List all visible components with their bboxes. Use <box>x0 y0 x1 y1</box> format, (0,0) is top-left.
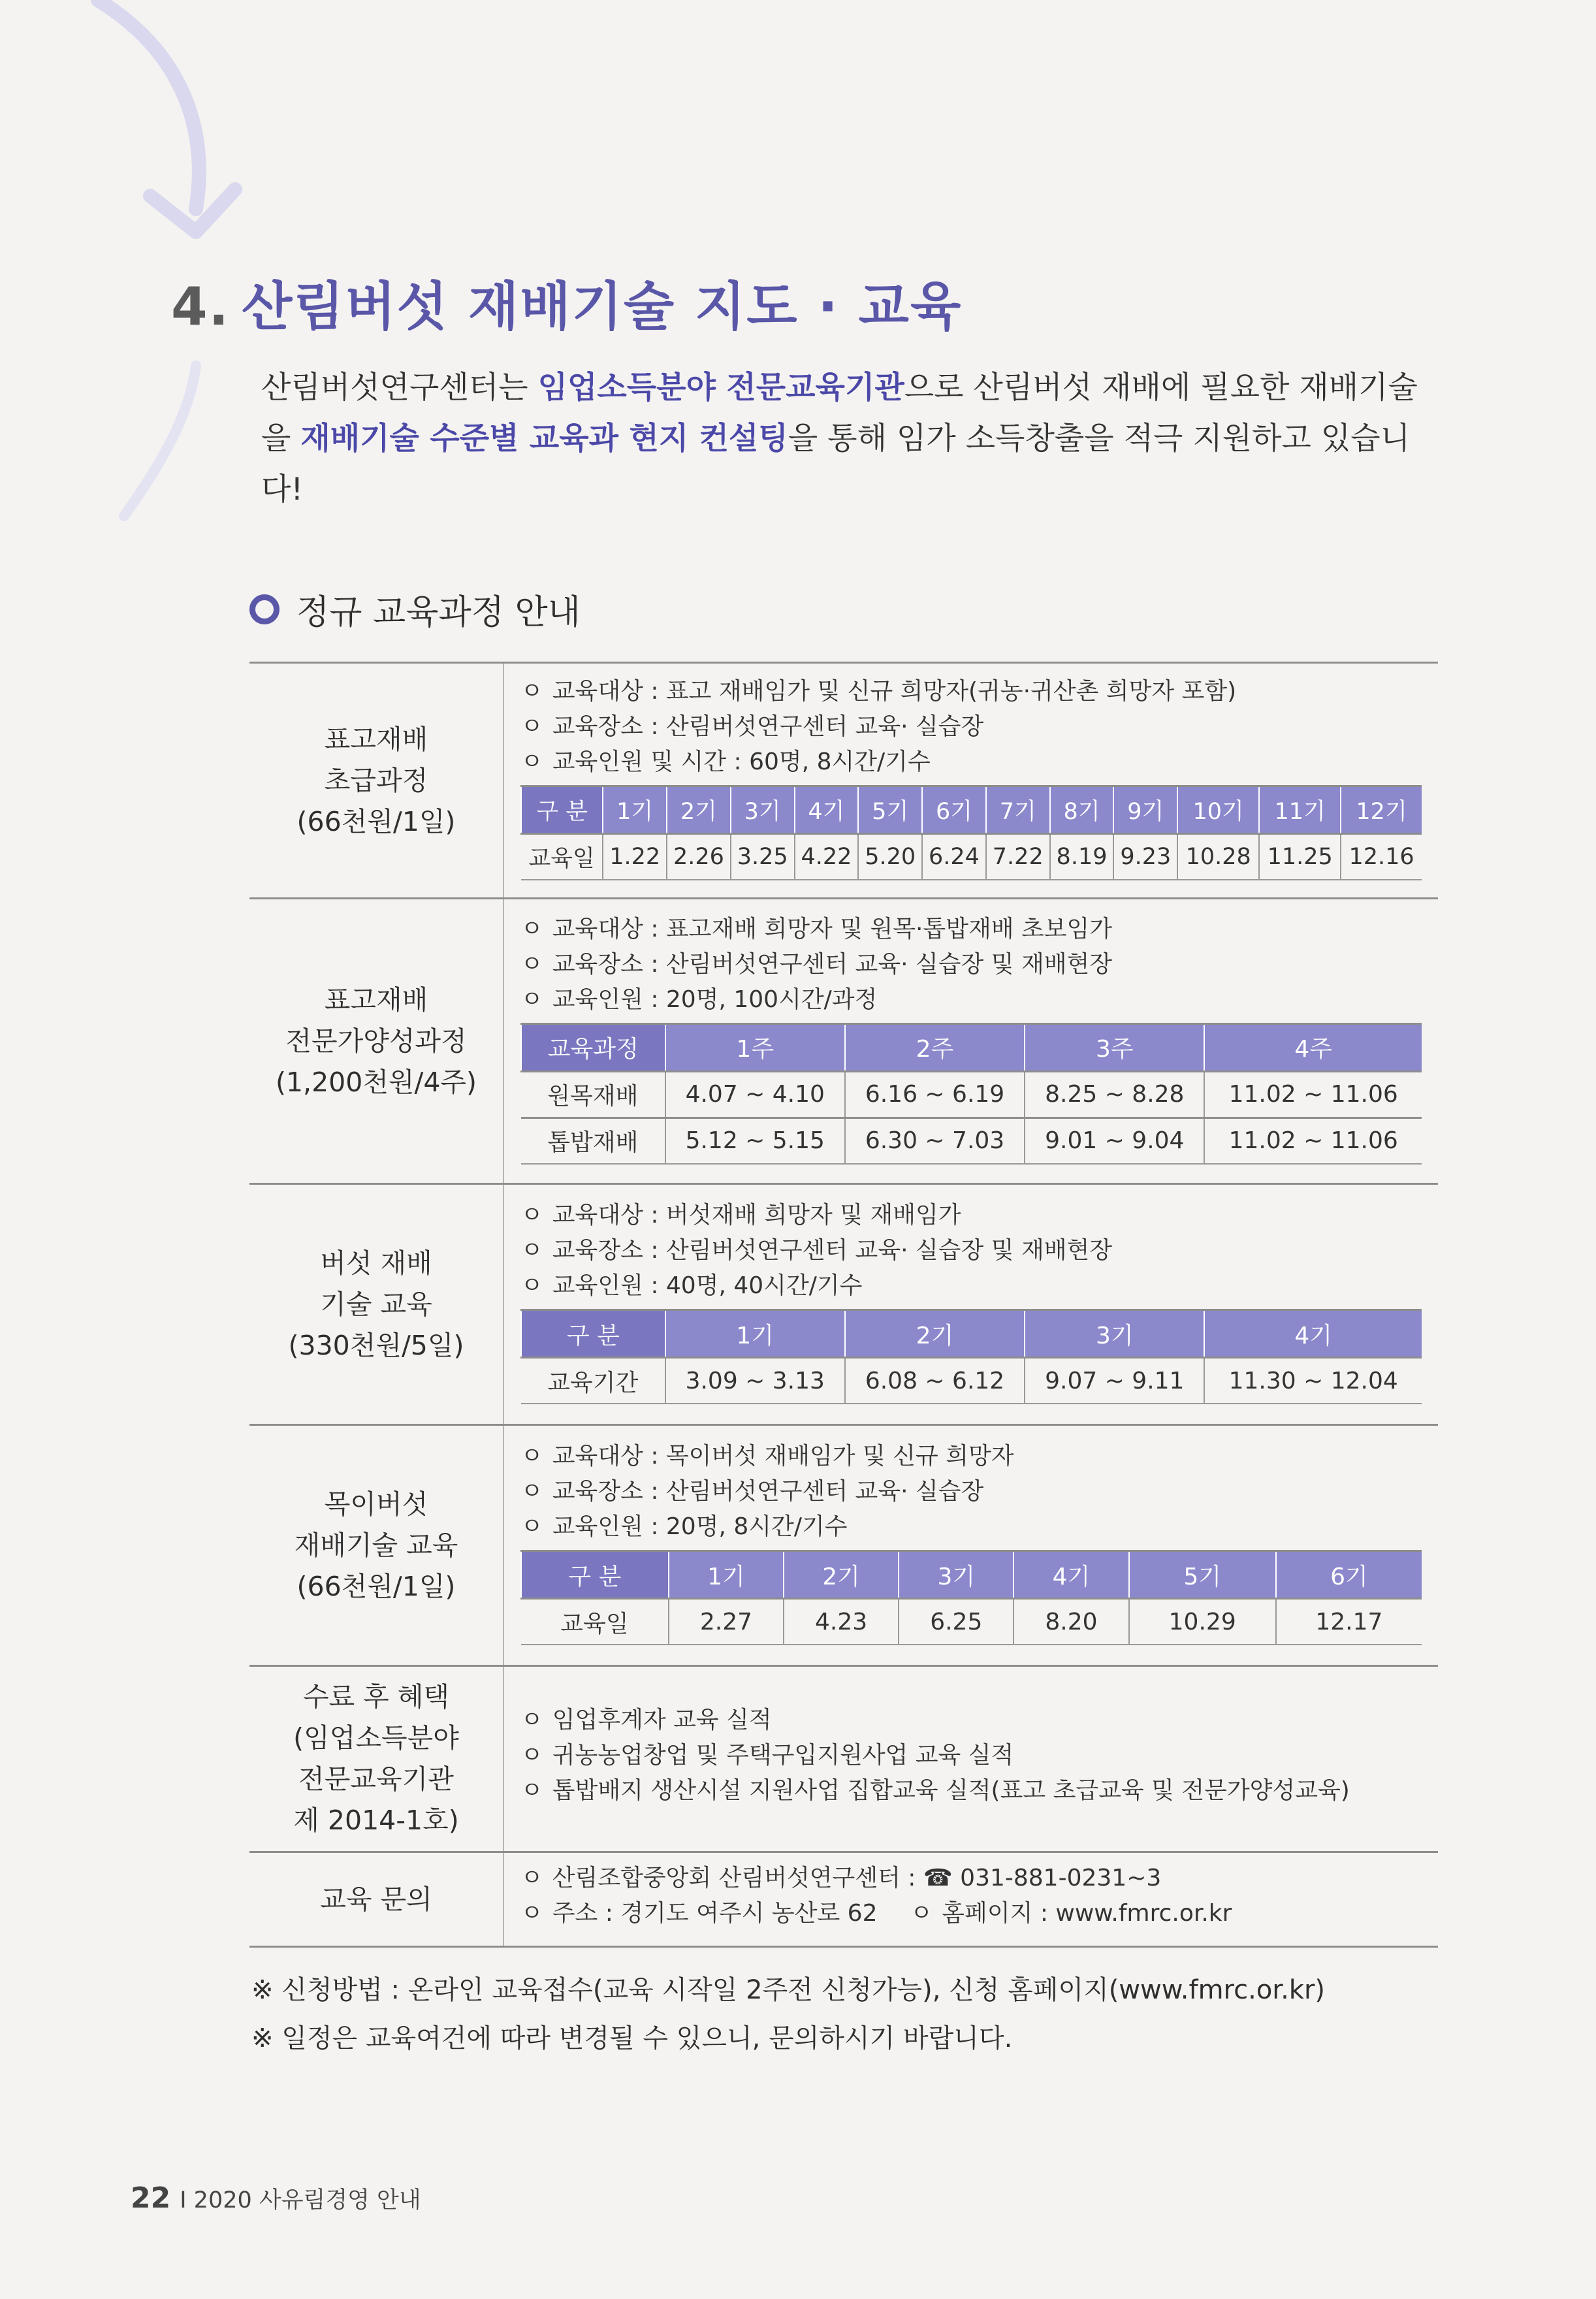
course-label <box>249 899 503 1184</box>
schedule-header-cell: 구 분 <box>521 786 603 834</box>
intro-paragraph <box>261 362 1443 515</box>
bullet-item <box>520 1703 1422 1738</box>
schedule-cell: 10.29 <box>1129 1599 1276 1645</box>
course-fee: (1,200천원/4주) <box>275 1066 477 1098</box>
schedule-cell: 6.24 <box>922 834 986 880</box>
course-row <box>249 663 1438 899</box>
schedule-cell: 11.02 ~ 11.06 <box>1204 1117 1422 1164</box>
schedule-header-row <box>521 1551 1422 1599</box>
schedule-header-cell: 4기 <box>795 786 859 834</box>
schedule-header-cell: 1기 <box>669 1551 784 1599</box>
schedule-cell: 교육일 <box>521 1599 669 1645</box>
bullet-text: 교육인원 : 20명, 100시간/과정 <box>552 986 878 1013</box>
schedule-cell: 4.22 <box>795 834 859 880</box>
schedule-cell: 톱밥재배 <box>521 1117 665 1164</box>
bullet-item <box>520 1509 1422 1545</box>
schedule-cell: 12.17 <box>1276 1599 1422 1645</box>
schedule-header-cell: 5기 <box>1129 1551 1276 1599</box>
schedule-cell: 7.22 <box>986 834 1050 880</box>
bullet-mark: ㅇ <box>520 915 543 942</box>
schedule-cell: 3.25 <box>731 834 795 880</box>
schedule-cell: 9.01 ~ 9.04 <box>1025 1117 1204 1164</box>
schedule-header-cell: 6기 <box>1276 1551 1422 1599</box>
bullet-mark: ㅇ <box>520 748 543 775</box>
schedule-cell: 5.12 ~ 5.15 <box>665 1117 845 1164</box>
schedule-cell: 1.22 <box>603 834 667 880</box>
schedule-cell: 10.28 <box>1177 834 1259 880</box>
schedule-cell: 11.02 ~ 11.06 <box>1204 1071 1422 1117</box>
course-details <box>503 1425 1438 1666</box>
inquiry-label-text: 교육 문의 <box>320 1883 432 1915</box>
bullet-item <box>520 1268 1422 1304</box>
schedule-cell: 6.30 ~ 7.03 <box>845 1117 1025 1164</box>
schedule-cell: 11.25 <box>1259 834 1341 880</box>
schedule-header-cell: 1주 <box>665 1023 845 1071</box>
schedule-cell: 3.09 ~ 3.13 <box>665 1358 845 1404</box>
footer-text: I 2020 사유림경영 안내 <box>180 2187 421 2213</box>
schedule-cell: 5.20 <box>858 834 922 880</box>
schedule-header-cell: 5기 <box>858 786 922 834</box>
schedule-row <box>521 834 1422 880</box>
note-schedule: ※ 일정은 교육여건에 따라 변경될 수 있으니, 문의하시기 바랍니다. <box>251 2023 1013 2053</box>
schedule-header-cell: 구 분 <box>521 1551 669 1599</box>
schedule-cell: 교육일 <box>521 834 603 880</box>
schedule-header-cell: 4기 <box>1204 1310 1422 1358</box>
course-details <box>503 1184 1438 1425</box>
course-details <box>503 663 1438 899</box>
schedule-cell: 6.16 ~ 6.19 <box>845 1071 1025 1117</box>
bullet-mark: ㅇ <box>520 1272 543 1299</box>
schedule-header-cell: 3기 <box>731 786 795 834</box>
schedule-cell: 원목재배 <box>521 1071 665 1117</box>
course-row <box>249 1184 1438 1425</box>
schedule-header-cell: 4주 <box>1204 1023 1422 1071</box>
notes <box>251 1966 1325 2063</box>
bullet-mark: ㅇ <box>520 1513 543 1540</box>
course-details <box>503 899 1438 1184</box>
schedule-cell: 11.30 ~ 12.04 <box>1204 1358 1422 1404</box>
schedule-header-cell: 2기 <box>784 1551 899 1599</box>
schedule-header-cell: 11기 <box>1259 786 1341 834</box>
schedule-cell: 2.27 <box>669 1599 784 1645</box>
course-name: 표고재배 <box>324 984 428 1016</box>
course-level: 재배기술 교육 <box>294 1529 458 1561</box>
bullet-text: 교육대상 : 버섯재배 희망자 및 재배임가 <box>552 1202 961 1229</box>
course-label <box>249 1425 503 1666</box>
benefits-label <box>249 1666 503 1852</box>
schedule-cell: 9.07 ~ 9.11 <box>1025 1358 1204 1404</box>
benefits-label-line: 수료 후 혜택 <box>302 1681 450 1712</box>
bullet-item <box>520 1198 1422 1233</box>
bullet-text: 임업후계자 교육 실적 <box>552 1707 772 1733</box>
bullet-text: 귀농농업창업 및 주택구입지원사업 교육 실적 <box>552 1742 1014 1769</box>
bullet-item <box>520 1439 1422 1474</box>
page-number: 22 <box>131 2181 171 2215</box>
schedule-header-cell: 구 분 <box>521 1310 665 1358</box>
bullet-item <box>520 1474 1422 1509</box>
schedule-header-cell: 교육과정 <box>521 1023 665 1071</box>
bullet-text: 교육대상 : 목이버섯 재배임가 및 신규 희망자 <box>552 1443 1014 1470</box>
benefits-details <box>503 1666 1438 1852</box>
sub-heading-text: 정규 교육과정 안내 <box>296 593 581 632</box>
schedule-header-cell: 2주 <box>845 1023 1025 1071</box>
schedule-row <box>521 1358 1422 1404</box>
schedule-header-row <box>521 786 1422 834</box>
contact-phone: 산림조합중앙회 산림버섯연구센터 : ☎ 031-881-0231~3 <box>552 1865 1162 1891</box>
schedule-cell: 12.16 <box>1341 834 1422 880</box>
course-level: 초급과정 <box>324 764 428 796</box>
course-level: 기술 교육 <box>320 1288 432 1320</box>
course-fee: (66천원/1일) <box>296 805 456 837</box>
schedule-table <box>520 785 1422 880</box>
bullet-item <box>520 674 1422 709</box>
circle-bullet-icon <box>249 594 279 624</box>
schedule-header-cell: 6기 <box>922 786 986 834</box>
section-title-text: 산림버섯 재배기술 지도 · 교육 <box>242 276 963 337</box>
schedule-table <box>520 1309 1422 1404</box>
section-title <box>171 265 962 340</box>
schedule-cell: 2.26 <box>667 834 731 880</box>
schedule-cell: 4.23 <box>784 1599 899 1645</box>
homepage-link[interactable]: 홈페이지 : www.fmrc.or.kr <box>942 1900 1232 1927</box>
bullet-text: 교육장소 : 산림버섯연구센터 교육· 실습장 및 재배현장 <box>552 1237 1113 1264</box>
schedule-header-cell: 9기 <box>1113 786 1177 834</box>
schedule-table <box>520 1023 1422 1165</box>
contact-line <box>520 1861 1422 1896</box>
schedule-cell: 8.25 ~ 8.28 <box>1025 1071 1204 1117</box>
bullet-mark: ㅇ <box>520 986 543 1013</box>
bullet-mark: ㅇ <box>520 1707 543 1733</box>
schedule-header-row <box>521 1310 1422 1358</box>
bullet-text: 교육대상 : 표고 재배임가 및 신규 희망자(귀농·귀산촌 희망자 포함) <box>552 678 1237 705</box>
bullet-mark: ㅇ <box>520 1237 543 1264</box>
bullet-text: 교육장소 : 산림버섯연구센터 교육· 실습장 <box>552 1478 984 1505</box>
course-label <box>249 663 503 899</box>
schedule-cell: 8.20 <box>1013 1599 1128 1645</box>
schedule-header-cell: 1기 <box>665 1310 845 1358</box>
schedule-header-cell: 7기 <box>986 786 1050 834</box>
bullet-item <box>520 745 1422 780</box>
course-table <box>249 662 1438 1948</box>
schedule-header-cell: 3주 <box>1025 1023 1204 1071</box>
page-footer <box>131 2181 421 2215</box>
bullet-item <box>520 947 1422 982</box>
bullet-mark: ㅇ <box>520 1865 543 1891</box>
schedule-table <box>520 1550 1422 1645</box>
intro-text-3: 을 통해 임가 소득창출을 적극 지원하고 있습니다! <box>261 421 1411 507</box>
schedule-header-cell: 2기 <box>845 1310 1025 1358</box>
benefits-label-line: 제 2014-1호) <box>293 1805 459 1836</box>
intro-text-2: 으로 산림버섯 재배에 필요한 재배기술을 <box>261 370 1418 457</box>
course-level: 전문가양성과정 <box>285 1025 467 1057</box>
schedule-cell: 9.23 <box>1113 834 1177 880</box>
inquiry-details <box>503 1852 1438 1947</box>
bullet-mark: ㅇ <box>910 1900 933 1927</box>
course-row <box>249 1425 1438 1666</box>
inquiry-label <box>249 1852 503 1947</box>
bullet-item <box>520 1773 1422 1809</box>
schedule-header-cell: 10기 <box>1177 786 1259 834</box>
bullet-item <box>520 912 1422 947</box>
benefits-row <box>249 1666 1438 1852</box>
intro-highlight-1: 임업소득분야 전문교육기관 <box>537 370 904 406</box>
bullet-text: 교육인원 : 20명, 8시간/기수 <box>552 1513 848 1540</box>
bullet-item <box>520 1738 1422 1773</box>
bullet-text: 교육인원 및 시간 : 60명, 8시간/기수 <box>552 748 931 775</box>
note-application: ※ 신청방법 : 온라인 교육접수(교육 시작일 2주전 신청가능), 신청 홈페이지(www.fmrc.or.kr) <box>251 1975 1326 2005</box>
bullet-mark: ㅇ <box>520 1777 543 1804</box>
course-fee: (330천원/5일) <box>288 1329 464 1361</box>
bullet-mark: ㅇ <box>520 1443 543 1470</box>
bullet-mark: ㅇ <box>520 1202 543 1229</box>
bullet-text: 교육장소 : 산림버섯연구센터 교육· 실습장 및 재배현장 <box>552 950 1113 978</box>
schedule-cell: 8.19 <box>1050 834 1114 880</box>
course-label <box>249 1184 503 1425</box>
course-fee: (66천원/1일) <box>296 1570 456 1602</box>
bullet-mark: ㅇ <box>520 1742 543 1769</box>
bullet-mark: ㅇ <box>520 713 543 740</box>
course-name: 목이버섯 <box>324 1488 428 1520</box>
schedule-cell: 교육기간 <box>521 1358 665 1404</box>
bullet-text: 톱밥배지 생산시설 지원사업 집합교육 실적(표고 초급교육 및 전문가양성교육) <box>552 1777 1350 1804</box>
contact-line <box>520 1896 1422 1931</box>
inquiry-row <box>249 1852 1438 1947</box>
bullet-item <box>520 982 1422 1018</box>
course-name: 버섯 재배 <box>320 1247 432 1279</box>
schedule-header-cell: 3기 <box>1025 1310 1204 1358</box>
schedule-header-row <box>521 1023 1422 1071</box>
schedule-cell: 6.25 <box>899 1599 1013 1645</box>
bullet-mark: ㅇ <box>520 950 543 978</box>
bullet-text: 교육대상 : 표고재배 희망자 및 원목·톱밥재배 초보임가 <box>552 915 1113 942</box>
contact-address: 주소 : 경기도 여주시 농산로 62 <box>552 1900 878 1927</box>
sub-heading <box>249 585 581 634</box>
schedule-header-cell: 8기 <box>1050 786 1114 834</box>
bullet-mark: ㅇ <box>520 1900 543 1927</box>
schedule-cell: 6.08 ~ 6.12 <box>845 1358 1025 1404</box>
schedule-header-cell: 12기 <box>1341 786 1422 834</box>
section-number: 4. <box>171 276 231 337</box>
bullet-item <box>520 709 1422 745</box>
benefits-label-line: 전문교육기관 <box>298 1763 454 1795</box>
schedule-header-cell: 2기 <box>667 786 731 834</box>
bullet-mark: ㅇ <box>520 1478 543 1505</box>
bullet-text: 교육장소 : 산림버섯연구센터 교육· 실습장 <box>552 713 984 740</box>
schedule-header-cell: 4기 <box>1013 1551 1128 1599</box>
schedule-header-cell: 3기 <box>899 1551 1013 1599</box>
bullet-item <box>520 1233 1422 1268</box>
bullet-mark: ㅇ <box>520 678 543 705</box>
schedule-row <box>521 1117 1422 1164</box>
schedule-header-cell: 1기 <box>603 786 667 834</box>
schedule-row <box>521 1071 1422 1117</box>
course-name: 표고재배 <box>324 723 428 755</box>
benefits-label-line: (임업소득분야 <box>293 1722 459 1754</box>
bullet-text: 교육인원 : 40명, 40시간/기수 <box>552 1272 863 1299</box>
course-row <box>249 899 1438 1184</box>
intro-highlight-2: 재배기술 수준별 교육과 현지 컨설팅 <box>300 421 788 457</box>
schedule-row <box>521 1599 1422 1645</box>
intro-text-1: 산림버섯연구센터는 <box>261 370 538 406</box>
schedule-cell: 4.07 ~ 4.10 <box>665 1071 845 1117</box>
